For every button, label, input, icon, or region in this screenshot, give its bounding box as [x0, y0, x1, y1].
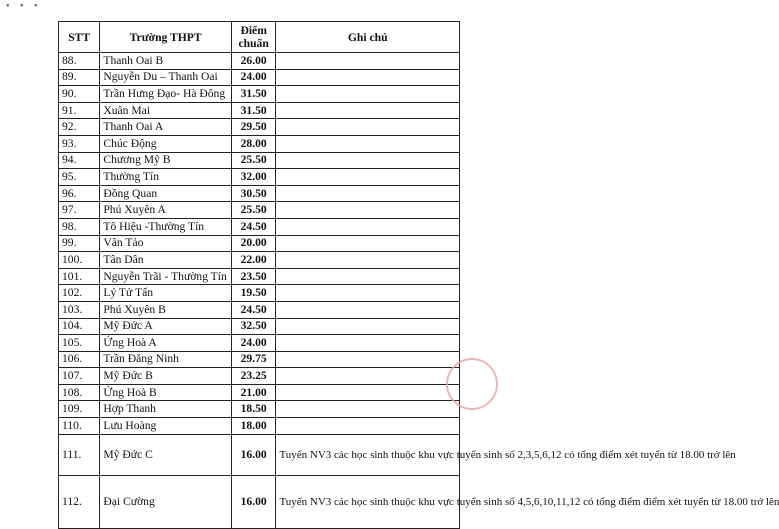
- corner-dots-icon: • • •: [6, 1, 42, 12]
- table-row: [59, 169, 460, 186]
- row-stt: 88.: [59, 53, 100, 70]
- row-note: [276, 235, 460, 252]
- table-row: [59, 235, 460, 252]
- row-school: Chương Mỹ B: [100, 152, 232, 169]
- row-school: Trần Đăng Ninh: [100, 351, 232, 368]
- table-row: [59, 434, 460, 475]
- row-stt: 109.: [59, 401, 100, 418]
- table-row: [59, 218, 460, 235]
- row-score: 31.50: [231, 102, 276, 119]
- row-stt: 95.: [59, 169, 100, 186]
- row-note: [276, 102, 460, 119]
- row-school: Chúc Động: [100, 135, 232, 152]
- table-row: [59, 69, 460, 86]
- row-stt: 96.: [59, 185, 100, 202]
- row-school: Phú Xuyên B: [100, 301, 232, 318]
- row-stt: 106.: [59, 351, 100, 368]
- row-note: [276, 119, 460, 136]
- row-stt: 100.: [59, 252, 100, 269]
- row-note: [276, 335, 460, 352]
- row-school: Vân Tảo: [100, 235, 232, 252]
- row-school: Tô Hiệu -Thường Tín: [100, 218, 232, 235]
- header-note: Ghi chú: [276, 22, 460, 53]
- row-stt: 101.: [59, 268, 100, 285]
- row-score: 31.50: [231, 86, 276, 103]
- row-school: Lưu Hoàng: [100, 418, 232, 435]
- row-note: Tuyển NV3 các học sinh thuộc khu vực tuyển sinh số 2,3,5,6,12 có tổng điểm xét tuyển từ 18.00 trở lên: [276, 434, 460, 475]
- row-score: 22.00: [231, 252, 276, 269]
- row-note: [276, 202, 460, 219]
- row-score: 25.50: [231, 152, 276, 169]
- row-stt: 102.: [59, 285, 100, 302]
- row-score: 21.00: [231, 384, 276, 401]
- table-row: [59, 384, 460, 401]
- row-stt: 98.: [59, 218, 100, 235]
- row-score: 25.50: [231, 202, 276, 219]
- row-school: Lý Tử Tấn: [100, 285, 232, 302]
- table-row: [59, 418, 460, 435]
- row-note: [276, 53, 460, 70]
- table-row: [59, 475, 460, 528]
- row-stt: 91.: [59, 102, 100, 119]
- table-row: [59, 86, 460, 103]
- row-stt: 93.: [59, 135, 100, 152]
- row-score: 24.50: [231, 218, 276, 235]
- row-school: Đồng Quan: [100, 185, 232, 202]
- row-stt: 89.: [59, 69, 100, 86]
- header-score-line2: chuẩn: [238, 37, 269, 50]
- row-stt: 111.: [59, 434, 100, 475]
- row-score: 30.50: [231, 185, 276, 202]
- admission-scores-table: [58, 21, 779, 529]
- row-school: Thanh Oai B: [100, 53, 232, 70]
- table-row: [59, 252, 460, 269]
- row-note: [276, 69, 460, 86]
- row-school: Ứng Hoà B: [100, 384, 232, 401]
- row-school: Đại Cường: [100, 475, 232, 528]
- row-note: Tuyển NV3 các học sinh thuộc khu vực tuyển sinh số 4,5,6,10,11,12 có tổng điểm điểm xét tuyển từ 18.00 trở lên: [276, 475, 460, 528]
- row-school: Nguyễn Du – Thanh Oai: [100, 69, 232, 86]
- row-score: 26.00: [231, 53, 276, 70]
- row-score: 18.50: [231, 401, 276, 418]
- row-stt: 104.: [59, 318, 100, 335]
- row-score: 23.25: [231, 368, 276, 385]
- row-school: Xuân Mai: [100, 102, 232, 119]
- table-row: [59, 152, 460, 169]
- row-school: Mỹ Đức A: [100, 318, 232, 335]
- table-row: [59, 185, 460, 202]
- row-score: 20.00: [231, 235, 276, 252]
- row-stt: 110.: [59, 418, 100, 435]
- row-stt: 97.: [59, 202, 100, 219]
- row-score: 28.00: [231, 135, 276, 152]
- header-school: Trường THPT: [100, 22, 232, 53]
- table-row: [59, 301, 460, 318]
- row-note: [276, 401, 460, 418]
- table-row: [59, 285, 460, 302]
- row-score: 29.75: [231, 351, 276, 368]
- row-stt: 105.: [59, 335, 100, 352]
- row-school: Thường Tín: [100, 169, 232, 186]
- row-note: [276, 301, 460, 318]
- row-score: 18.00: [231, 418, 276, 435]
- row-score: 19.50: [231, 285, 276, 302]
- row-note: [276, 152, 460, 169]
- row-score: 16.00: [231, 475, 276, 528]
- row-school: Hợp Thanh: [100, 401, 232, 418]
- table-row: [59, 268, 460, 285]
- row-note: [276, 285, 460, 302]
- row-note: [276, 185, 460, 202]
- row-school: Ứng Hoà A: [100, 335, 232, 352]
- row-note: [276, 268, 460, 285]
- row-note: [276, 351, 460, 368]
- row-note: [276, 218, 460, 235]
- row-score: 23.50: [231, 268, 276, 285]
- row-school: Nguyễn Trãi - Thường Tín: [100, 268, 232, 285]
- table-header-row: [59, 22, 460, 53]
- header-stt: STT: [59, 22, 100, 53]
- official-stamp-icon: [446, 358, 498, 410]
- row-note: [276, 86, 460, 103]
- row-note: [276, 418, 460, 435]
- row-stt: 99.: [59, 235, 100, 252]
- table-row: [59, 119, 460, 136]
- table-row: [59, 202, 460, 219]
- table-row: [59, 351, 460, 368]
- row-score: 32.00: [231, 169, 276, 186]
- row-school: Tân Dân: [100, 252, 232, 269]
- row-stt: 107.: [59, 368, 100, 385]
- row-score: 24.00: [231, 69, 276, 86]
- row-school: Mỹ Đức C: [100, 434, 232, 475]
- row-note: [276, 135, 460, 152]
- row-score: 24.00: [231, 335, 276, 352]
- row-note: [276, 384, 460, 401]
- row-school: Thanh Oai A: [100, 119, 232, 136]
- row-school: Mỹ Đức B: [100, 368, 232, 385]
- row-note: [276, 169, 460, 186]
- row-stt: 92.: [59, 119, 100, 136]
- row-school: Phú Xuyên A: [100, 202, 232, 219]
- table-body: [59, 53, 779, 529]
- row-note: [276, 368, 460, 385]
- row-note: [276, 252, 460, 269]
- row-stt: 103.: [59, 301, 100, 318]
- header-score-line1: Điểm: [240, 24, 267, 37]
- row-score: 24.50: [231, 301, 276, 318]
- row-school: Trần Hưng Đạo- Hà Đông: [100, 86, 232, 103]
- row-stt: 94.: [59, 152, 100, 169]
- table-row: [59, 335, 460, 352]
- row-score: 29.50: [231, 119, 276, 136]
- table-row: [59, 53, 460, 70]
- header-score: [231, 22, 276, 53]
- table-row: [59, 401, 460, 418]
- row-score: 32.50: [231, 318, 276, 335]
- table-row: [59, 318, 460, 335]
- row-stt: 112.: [59, 475, 100, 528]
- table-row: [59, 135, 460, 152]
- row-note: [276, 318, 460, 335]
- table-row: [59, 368, 460, 385]
- table-row: [59, 102, 460, 119]
- row-score: 16.00: [231, 434, 276, 475]
- row-stt: 108.: [59, 384, 100, 401]
- row-stt: 90.: [59, 86, 100, 103]
